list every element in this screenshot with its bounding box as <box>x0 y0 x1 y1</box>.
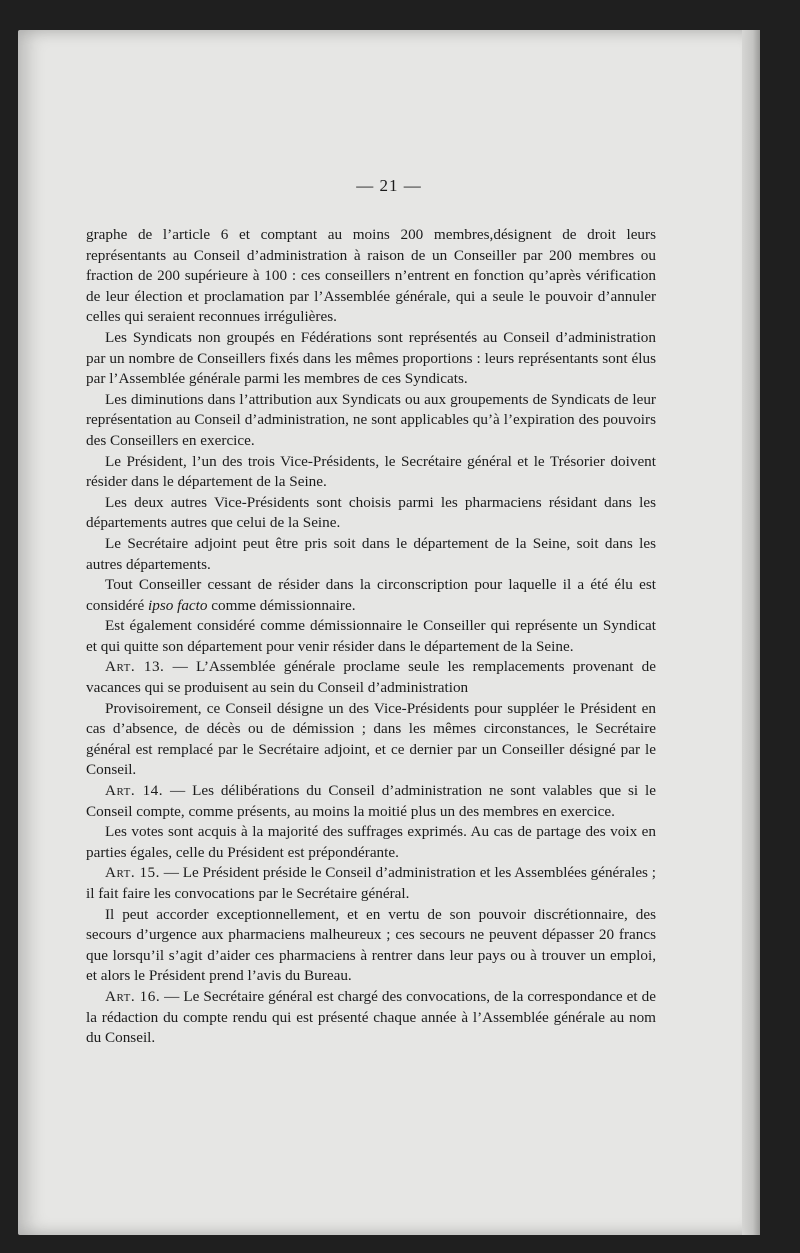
article-15-heading: Art. 15. <box>105 864 160 882</box>
paragraph-ipso-facto <box>86 575 656 616</box>
paragraph-vice-presidents: Les deux autres Vice-Présidents sont choisis parmi les pharmaciens résidant dans les départements autres que celui de la Seine. <box>86 493 656 532</box>
paragraph-votes: Les votes sont acquis à la majorité des suffrages exprimés. Au cas de partage des voix en parties égales, celle du Président est prépondérante. <box>86 823 656 861</box>
page-number: — 21 — <box>356 176 422 195</box>
article-15-text: — Le Président préside le Conseil d’administration et les Assemblées générales ; il fait faire les convocations par le Secrétaire général. <box>86 864 656 902</box>
article-16 <box>86 987 656 1049</box>
paragraph-secours: Il peut accorder exceptionnellement, et en vertu de son pouvoir discrétionnaire, des secours d’urgence aux pharmaciens malheureux ; ces secours ne peuvent dépasser 20 francs que lorsqu’il s’agit d’aider ces pharmaciens à rentrer dans leur pays ou à trouver un emploi, et alors le Président prend l’avis du Bureau. <box>86 905 656 985</box>
paragraph-secretaire-adjoint: Le Secrétaire adjoint peut être pris soit dans le département de la Seine, soit dans les autres départements. <box>86 534 656 573</box>
article-13 <box>86 657 656 698</box>
paragraph-ipso-facto-before: Tout Conseiller cessant de résider dans la circonscription pour laquelle il a été élu est considéré <box>86 576 656 614</box>
paragraph-ipso-facto-italic: ipso facto <box>148 596 208 614</box>
article-13-text: — L’Assemblée générale proclame seule les remplacements provenant de vacances qui se produisent au sein du Conseil d’administration <box>86 658 656 697</box>
paragraph-president-residence: Le Président, l’un des trois Vice-Présidents, le Secrétaire général et le Trésorier doivent résider dans le département de la Seine. <box>86 452 656 491</box>
paragraph-diminutions: Les diminutions dans l’attribution aux Syndicats ou aux groupements de Syndicats de leur représentation au Conseil d’administration, ne sont applicables qu’à l’expiration des pouvoirs des Conseillers en exercice. <box>86 390 656 449</box>
paragraph-syndicats: Les Syndicats non groupés en Fédérations sont représentés au Conseil d’administration par un nombre de Conseillers fixés dans les mêmes proportions : leurs représentants sont élus par l’Assemblée générale parmi les membres de ces Syndicats. <box>86 328 656 388</box>
article-14-heading: Art. 14. <box>105 782 164 800</box>
paragraph-demissionnaire: Est également considéré comme démissionnaire le Conseiller qui représente un Syndicat et qui quitte son département pour venir résider dans le département de la Seine. <box>86 617 656 655</box>
article-14-text: — Les délibérations du Conseil d’administration ne sont valables que si le Conseil compte, comme présents, au moins la moitié plus un des membres en exercice. <box>86 782 656 820</box>
paragraph-provisoirement: Provisoirement, ce Conseil désigne un des Vice-Présidents pour suppléer le Président en cas d’absence, de décès ou de démission ; dans les mêmes circonstances, le Secrétaire général est remplacé par le Secrétaire adjoint, et ce dernier par un Conseiller désigné par le Conseil. <box>86 699 656 779</box>
article-13-heading: Art. 13. <box>105 658 165 676</box>
paragraph-ipso-facto-after: comme démissionnaire. <box>207 596 356 614</box>
article-15 <box>86 863 656 904</box>
body-text <box>86 225 656 1049</box>
article-16-text: — Le Secrétaire général est chargé des convocations, de la correspondance et de la rédaction du compte rendu qui est présenté chaque année à l’Assemblée générale au nom du Conseil. <box>86 987 656 1047</box>
article-16-heading: Art. 16. <box>105 987 161 1005</box>
page-edge <box>742 30 760 1235</box>
paragraph-continuation: graphe de l’article 6 et comptant au moins 200 membres,désignent de droit leurs représentants au Conseil d’administration à raison de un Conseiller par 200 membres ou fraction de 200 supérieure à 100 : ces conseillers n’entrent en fonction qu’après vérification de leur élection et proclamation par l’Assemblée générale, qui a seule le pouvoir d’annuler celles qui seraient reconnues irrégulières. <box>86 226 656 326</box>
document-page <box>18 30 760 1235</box>
article-14 <box>86 781 656 822</box>
